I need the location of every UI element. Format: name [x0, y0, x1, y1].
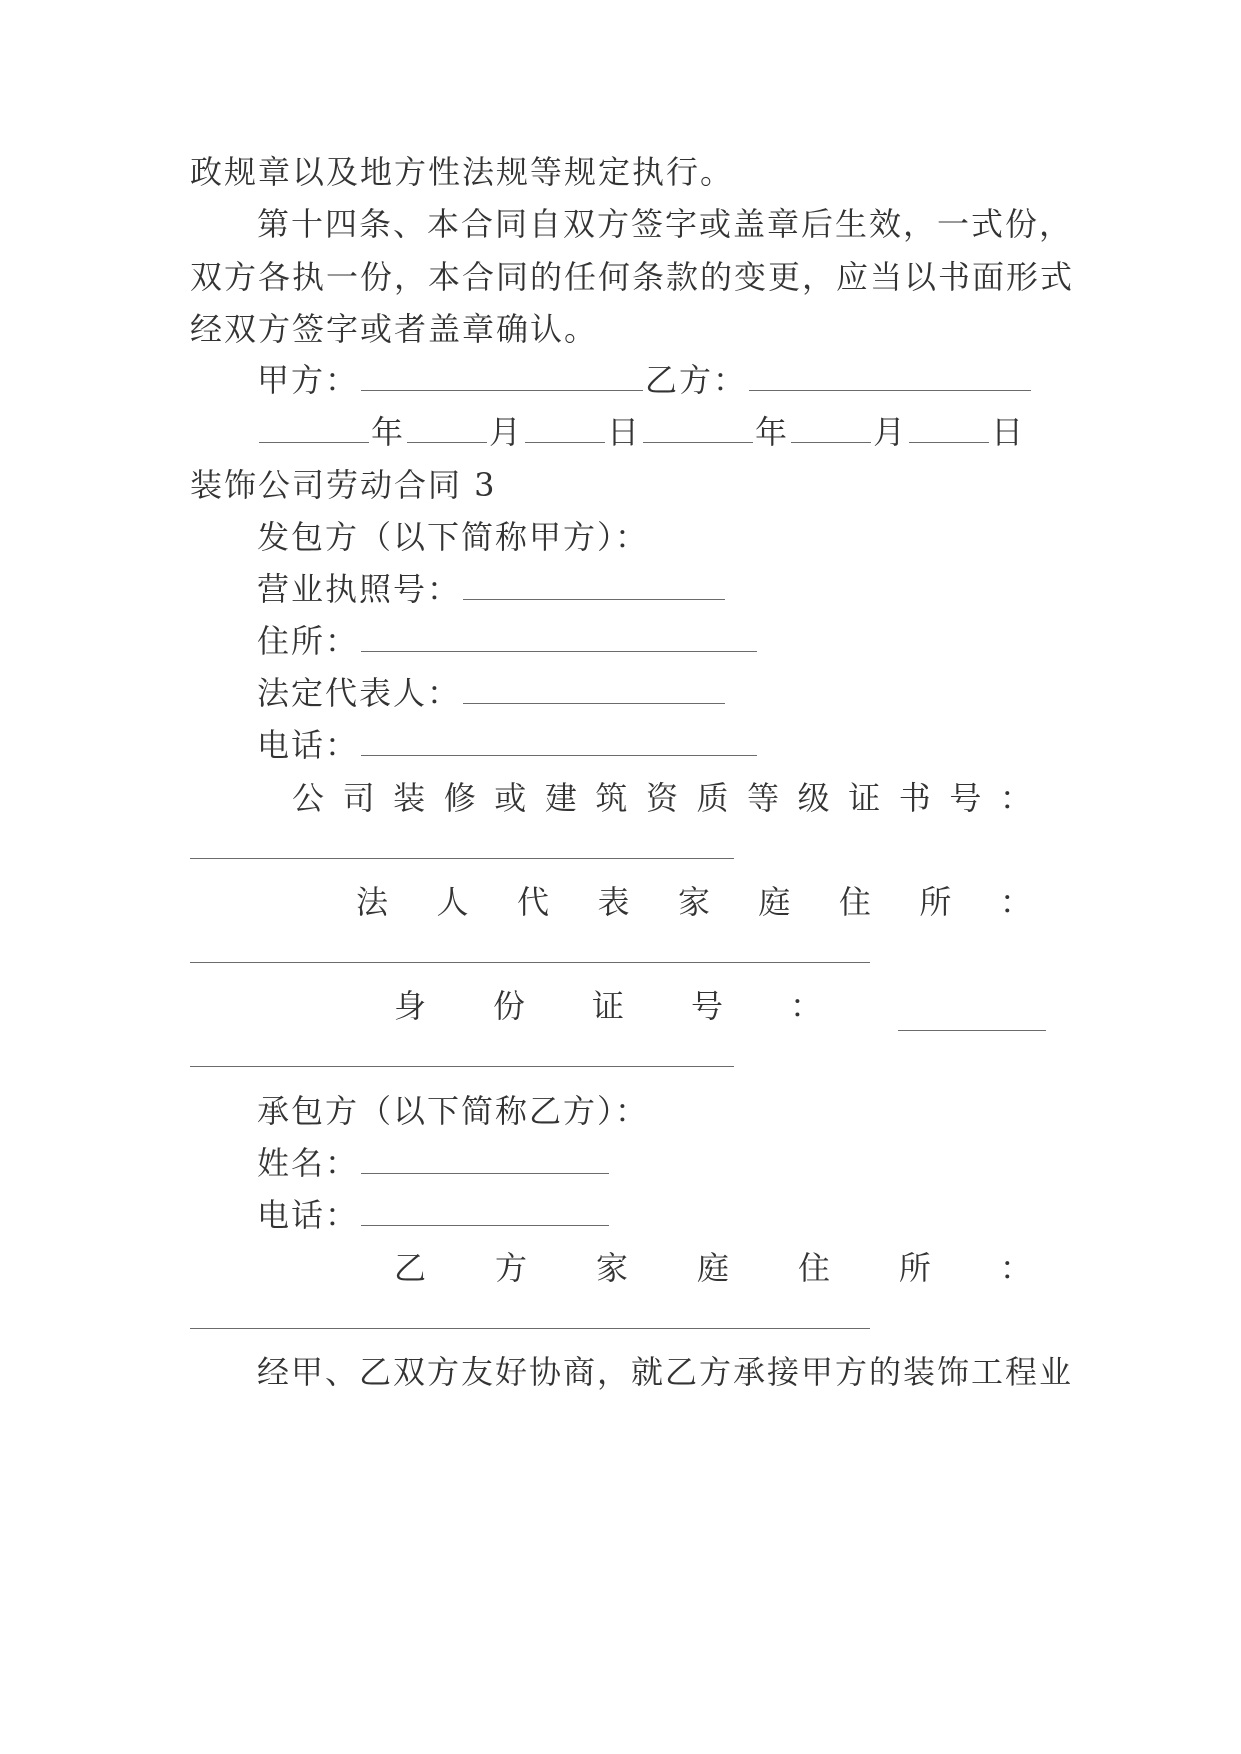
clause-14-line-3: 经双方签字或者盖章确认。: [190, 310, 599, 348]
clause-14-line-2: 双方各执一份，本合同的任何条款的变更，应当以书面形式: [190, 258, 1075, 296]
id-number-blank-a: [898, 1030, 1046, 1031]
phone-label-b: 电话：: [257, 1196, 360, 1234]
month-label: 月: [489, 413, 524, 451]
b-home-label-char: 所: [898, 1249, 931, 1287]
cert-label-char: 司: [342, 779, 375, 817]
id-label-char: 份: [492, 987, 525, 1025]
cert-label-char: 装: [393, 779, 426, 817]
cert-label-char: 建: [544, 779, 577, 817]
b-home-label-char: 乙: [394, 1249, 427, 1287]
paragraph-line: 政规章以及地方性法规等规定执行。: [190, 153, 735, 191]
agreement-line: 经甲、乙双方友好协商，就乙方承接甲方的装饰工程业: [257, 1353, 1074, 1391]
license-field: [257, 569, 1117, 609]
contractor-heading: 承包方（以下简称乙方）：: [257, 1092, 650, 1130]
name-field: [257, 1143, 1117, 1183]
day-label: 日: [607, 413, 642, 451]
b-home-label-char: 住: [797, 1249, 830, 1287]
cert-label-char: 质: [696, 779, 729, 817]
year-blank-a: [259, 414, 369, 443]
section-title: 装饰公司劳动合同 3: [190, 466, 497, 504]
day-label: 日: [991, 413, 1026, 451]
year-blank-b: [643, 414, 753, 443]
b-home-label: [394, 1248, 1032, 1288]
year-label: 年: [371, 413, 406, 451]
address-label: 住所：: [257, 622, 360, 660]
clause-14-line-1: 第十四条、本合同自双方签字或盖章后生效，一式份，: [257, 205, 1074, 243]
cert-label-char: 筑: [595, 779, 628, 817]
party-b-blank: [749, 362, 1031, 391]
id-label-char: 号: [690, 987, 723, 1025]
name-label: 姓名：: [257, 1144, 360, 1182]
cert-label-char: 号: [949, 779, 982, 817]
party-b-label: 乙方：: [645, 361, 748, 399]
month-blank-b: [791, 414, 871, 443]
rep-home-blank: [190, 962, 870, 963]
id-number-label: [394, 986, 822, 1026]
cert-number-blank: [190, 858, 734, 859]
day-blank-a: [525, 414, 605, 443]
party-a-blank: [361, 362, 643, 391]
month-label: 月: [873, 413, 908, 451]
phone-blank: [361, 727, 757, 756]
rep-home-label-char: 法: [356, 883, 389, 921]
b-home-label-char: 庭: [696, 1249, 729, 1287]
b-home-label-char: ：: [999, 1249, 1032, 1287]
phone-field-b: [257, 1195, 1117, 1235]
rep-label: 法定代表人：: [257, 674, 462, 712]
cert-label-char: 等: [747, 779, 780, 817]
phone-blank-b: [361, 1197, 609, 1226]
address-field: [257, 621, 1117, 661]
cert-label-char: 书: [898, 779, 931, 817]
rep-field: [257, 673, 1117, 713]
phone-label: 电话：: [257, 726, 360, 764]
month-blank-a: [407, 414, 487, 443]
license-blank: [463, 571, 725, 600]
id-number-blank-b: [190, 1066, 734, 1067]
cert-number-label: [292, 778, 1032, 818]
cert-label-char: 级: [797, 779, 830, 817]
rep-home-label-char: 庭: [758, 883, 791, 921]
cert-label-char: 或: [494, 779, 527, 817]
cert-label-char: 证: [848, 779, 881, 817]
cert-label-char: 资: [645, 779, 678, 817]
rep-blank: [463, 675, 725, 704]
rep-home-label-char: 代: [516, 883, 549, 921]
cert-label-char: 公: [292, 779, 325, 817]
cert-label-char: ：: [999, 779, 1032, 817]
name-blank: [361, 1145, 609, 1174]
rep-home-label-char: 所: [919, 883, 952, 921]
day-blank-b: [909, 414, 989, 443]
signature-line: [257, 360, 1117, 400]
year-label: 年: [755, 413, 790, 451]
b-home-label-char: 家: [595, 1249, 628, 1287]
rep-home-label-char: 家: [677, 883, 710, 921]
rep-home-label-char: ：: [999, 883, 1032, 921]
b-home-blank: [190, 1328, 870, 1329]
b-home-label-char: 方: [494, 1249, 527, 1287]
id-label-char: 证: [591, 987, 624, 1025]
id-label-char: 身: [394, 987, 427, 1025]
address-blank: [361, 623, 757, 652]
cert-label-char: 修: [443, 779, 476, 817]
date-line: [257, 412, 1117, 452]
issuer-heading: 发包方（以下简称甲方）：: [257, 518, 650, 556]
rep-home-label-char: 表: [597, 883, 630, 921]
license-label: 营业执照号：: [257, 570, 462, 608]
rep-home-label-char: 住: [838, 883, 871, 921]
id-label-char: ：: [789, 987, 822, 1025]
rep-home-label-char: 人: [436, 883, 469, 921]
party-a-label: 甲方：: [257, 361, 360, 399]
phone-field: [257, 725, 1117, 765]
rep-home-label: [356, 882, 1032, 922]
